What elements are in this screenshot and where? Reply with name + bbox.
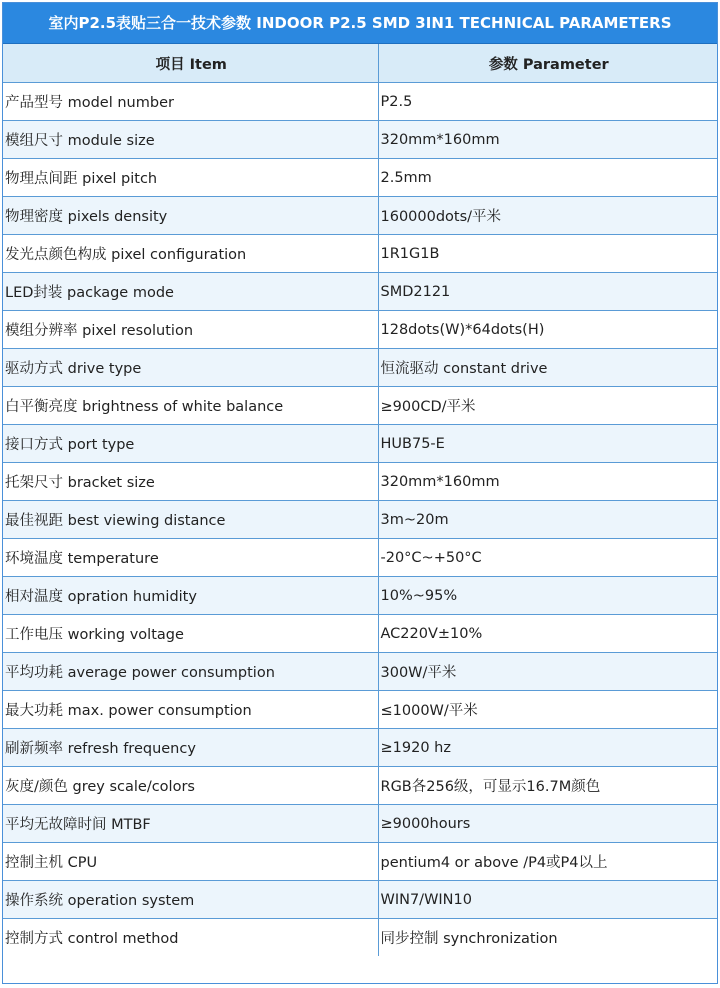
table-row: [3, 197, 717, 235]
row-item-label: 控制主机 CPU: [3, 843, 378, 881]
table-row: [3, 805, 717, 843]
row-item-label: 物理密度 pixels density: [3, 197, 378, 235]
row-parameter-value: HUB75-E: [378, 425, 717, 463]
row-item-label: 环境温度 temperature: [3, 539, 378, 577]
table-row: [3, 273, 717, 311]
row-parameter-value: 300W/平米: [378, 653, 717, 691]
page-title: 室内P2.5表贴三合一技术参数 INDOOR P2.5 SMD 3IN1 TECHNICAL PARAMETERS: [3, 3, 717, 44]
row-item-label: 灰度/颜色 grey scale/colors: [3, 767, 378, 805]
row-parameter-value: 320mm*160mm: [378, 121, 717, 159]
row-item-label: 驱动方式 drive type: [3, 349, 378, 387]
row-item-label: 模组分辨率 pixel resolution: [3, 311, 378, 349]
row-item-label: 产品型号 model number: [3, 83, 378, 121]
table-row: [3, 653, 717, 691]
table-row: [3, 425, 717, 463]
row-parameter-value: 160000dots/平米: [378, 197, 717, 235]
row-parameter-value: pentium4 or above /P4或P4以上: [378, 843, 717, 881]
row-parameter-value: 恒流驱动 constant drive: [378, 349, 717, 387]
spec-table: [3, 44, 717, 956]
row-parameter-value: ≤1000W/平米: [378, 691, 717, 729]
table-row: [3, 121, 717, 159]
row-parameter-value: AC220V±10%: [378, 615, 717, 653]
table-row: [3, 387, 717, 425]
row-parameter-value: -20°C~+50°C: [378, 539, 717, 577]
row-parameter-value: 10%~95%: [378, 577, 717, 615]
row-item-label: 平均功耗 average power consumption: [3, 653, 378, 691]
table-row: [3, 159, 717, 197]
row-item-label: 发光点颜色构成 pixel configuration: [3, 235, 378, 273]
table-header-row: [3, 44, 717, 83]
row-parameter-value: 同步控制 synchronization: [378, 919, 717, 957]
table-row: [3, 501, 717, 539]
table-row: [3, 577, 717, 615]
row-parameter-value: 3m~20m: [378, 501, 717, 539]
row-item-label: 平均无故障时间 MTBF: [3, 805, 378, 843]
row-item-label: 最大功耗 max. power consumption: [3, 691, 378, 729]
row-item-label: 控制方式 control method: [3, 919, 378, 957]
table-row: [3, 83, 717, 121]
table-row: [3, 919, 717, 957]
row-parameter-value: 128dots(W)*64dots(H): [378, 311, 717, 349]
column-header-parameter: 参数 Parameter: [378, 44, 717, 83]
row-parameter-value: ≥900CD/平米: [378, 387, 717, 425]
row-item-label: 工作电压 working voltage: [3, 615, 378, 653]
row-parameter-value: WIN7/WIN10: [378, 881, 717, 919]
spec-sheet: [2, 2, 718, 984]
table-row: [3, 843, 717, 881]
row-item-label: 托架尺寸 bracket size: [3, 463, 378, 501]
column-header-item: 项目 Item: [3, 44, 378, 83]
row-parameter-value: 320mm*160mm: [378, 463, 717, 501]
table-row: [3, 881, 717, 919]
row-parameter-value: 2.5mm: [378, 159, 717, 197]
row-item-label: 模组尺寸 module size: [3, 121, 378, 159]
row-item-label: 相对温度 opration humidity: [3, 577, 378, 615]
table-row: [3, 463, 717, 501]
table-row: [3, 349, 717, 387]
table-row: [3, 615, 717, 653]
table-row: [3, 539, 717, 577]
row-item-label: LED封装 package mode: [3, 273, 378, 311]
row-item-label: 接口方式 port type: [3, 425, 378, 463]
table-row: [3, 767, 717, 805]
row-parameter-value: 1R1G1B: [378, 235, 717, 273]
row-item-label: 物理点间距 pixel pitch: [3, 159, 378, 197]
row-parameter-value: RGB各256级，可显示16.7M颜色: [378, 767, 717, 805]
row-parameter-value: ≥9000hours: [378, 805, 717, 843]
row-item-label: 刷新频率 refresh frequency: [3, 729, 378, 767]
row-item-label: 操作系统 operation system: [3, 881, 378, 919]
row-item-label: 最佳视距 best viewing distance: [3, 501, 378, 539]
row-item-label: 白平衡亮度 brightness of white balance: [3, 387, 378, 425]
table-row: [3, 311, 717, 349]
row-parameter-value: P2.5: [378, 83, 717, 121]
row-parameter-value: ≥1920 hz: [378, 729, 717, 767]
table-row: [3, 691, 717, 729]
row-parameter-value: SMD2121: [378, 273, 717, 311]
table-row: [3, 235, 717, 273]
table-row: [3, 729, 717, 767]
